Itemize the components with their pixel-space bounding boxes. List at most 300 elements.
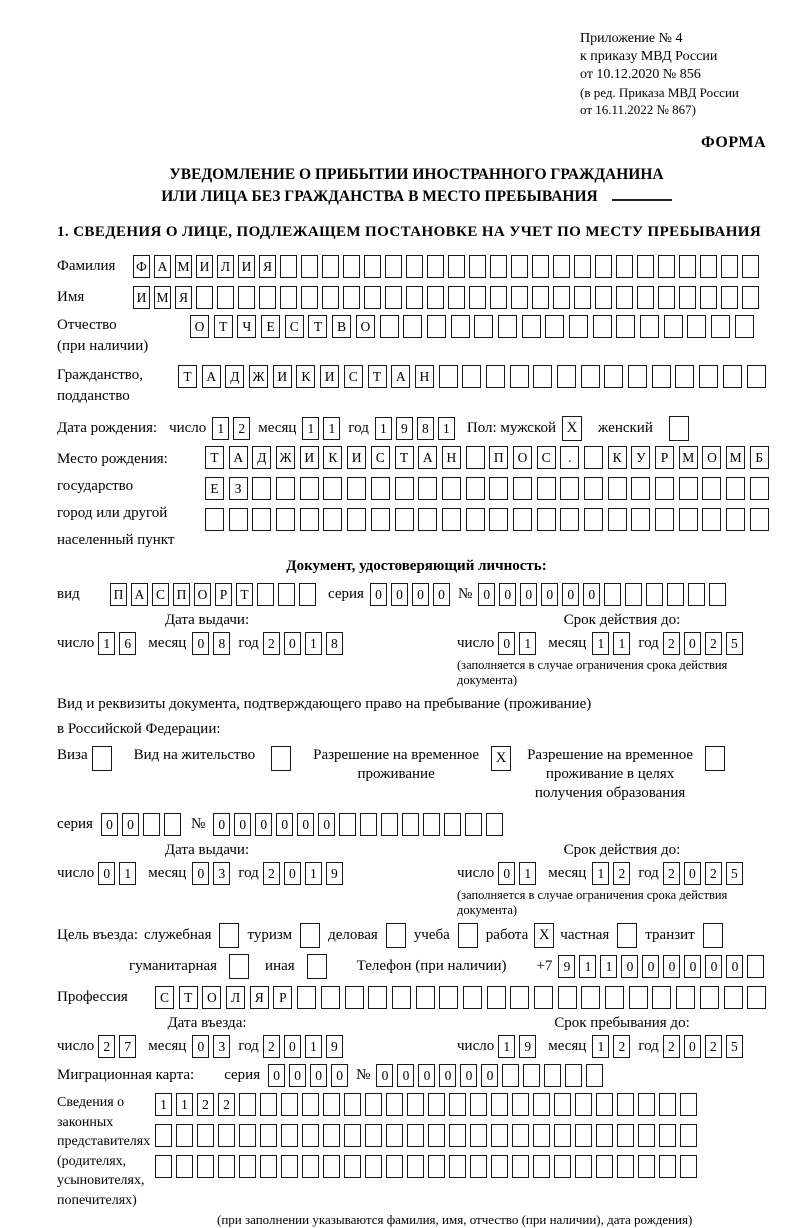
char-cell[interactable] xyxy=(418,477,437,500)
char-cell[interactable]: Д xyxy=(225,365,244,388)
char-cell[interactable] xyxy=(360,813,377,836)
char-cell[interactable] xyxy=(659,1093,676,1116)
char-cell[interactable]: 0 xyxy=(284,862,301,885)
char-cell[interactable]: 2 xyxy=(233,417,250,440)
char-cell[interactable] xyxy=(604,583,621,606)
char-cell[interactable]: И xyxy=(273,365,292,388)
char-cell[interactable] xyxy=(197,1124,214,1147)
char-cell[interactable]: Р xyxy=(215,583,232,606)
char-cell[interactable] xyxy=(638,1124,655,1147)
char-cell[interactable] xyxy=(418,508,437,531)
char-cell[interactable] xyxy=(584,508,603,531)
char-cell[interactable]: 5 xyxy=(726,862,743,885)
char-cell[interactable] xyxy=(553,286,570,309)
char-cell[interactable] xyxy=(451,315,470,338)
char-cell[interactable]: О xyxy=(202,986,221,1009)
char-cell[interactable] xyxy=(575,1155,592,1178)
char-cell[interactable] xyxy=(490,255,507,278)
char-cell[interactable] xyxy=(260,1124,277,1147)
char-cell[interactable]: 0 xyxy=(310,1064,327,1087)
char-cell[interactable] xyxy=(489,477,508,500)
char-cell[interactable] xyxy=(218,1124,235,1147)
char-cell[interactable]: 1 xyxy=(438,417,455,440)
char-cell[interactable]: 0 xyxy=(684,1035,701,1058)
char-cell[interactable]: О xyxy=(702,446,721,469)
char-cell[interactable] xyxy=(491,1155,508,1178)
char-cell[interactable] xyxy=(491,1124,508,1147)
char-cell[interactable]: 0 xyxy=(376,1064,393,1087)
char-cell[interactable] xyxy=(655,477,674,500)
char-cell[interactable]: О xyxy=(513,446,532,469)
char-cell[interactable] xyxy=(465,813,482,836)
char-cell[interactable]: 1 xyxy=(212,417,229,440)
char-cell[interactable]: 2 xyxy=(705,862,722,885)
char-cell[interactable]: 1 xyxy=(519,632,536,655)
char-cell[interactable] xyxy=(534,986,553,1009)
char-cell[interactable]: С xyxy=(371,446,390,469)
char-cell[interactable] xyxy=(368,986,387,1009)
char-cell[interactable]: М xyxy=(175,255,192,278)
char-cell[interactable] xyxy=(593,315,612,338)
char-cell[interactable] xyxy=(709,583,726,606)
char-cell[interactable]: 0 xyxy=(331,1064,348,1087)
char-cell[interactable] xyxy=(631,477,650,500)
char-cell[interactable] xyxy=(276,508,295,531)
char-cell[interactable]: 1 xyxy=(579,955,596,978)
char-cell[interactable]: Н xyxy=(442,446,461,469)
char-cell[interactable]: 1 xyxy=(592,862,609,885)
char-cell[interactable]: И xyxy=(238,255,255,278)
char-cell[interactable] xyxy=(474,315,493,338)
char-cell[interactable] xyxy=(257,583,274,606)
char-cell[interactable] xyxy=(489,508,508,531)
char-cell[interactable] xyxy=(281,1124,298,1147)
char-cell[interactable]: О xyxy=(190,315,209,338)
char-cell[interactable]: Ч xyxy=(237,315,256,338)
char-cell[interactable]: 0 xyxy=(684,955,701,978)
char-cell[interactable] xyxy=(252,477,271,500)
char-cell[interactable]: С xyxy=(152,583,169,606)
char-cell[interactable] xyxy=(523,1064,540,1087)
char-cell[interactable]: 0 xyxy=(541,583,558,606)
char-cell[interactable]: 5 xyxy=(726,632,743,655)
checkbox-purpose-tourism[interactable] xyxy=(300,923,320,948)
char-cell[interactable]: А xyxy=(202,365,221,388)
char-cell[interactable] xyxy=(343,286,360,309)
char-cell[interactable] xyxy=(512,1124,529,1147)
char-cell[interactable]: 0 xyxy=(499,583,516,606)
char-cell[interactable] xyxy=(442,508,461,531)
char-cell[interactable] xyxy=(533,1155,550,1178)
char-cell[interactable] xyxy=(427,255,444,278)
char-cell[interactable] xyxy=(466,508,485,531)
char-cell[interactable]: 2 xyxy=(263,862,280,885)
char-cell[interactable] xyxy=(449,1124,466,1147)
char-cell[interactable] xyxy=(449,1155,466,1178)
char-cell[interactable] xyxy=(196,286,213,309)
char-cell[interactable]: К xyxy=(323,446,342,469)
char-cell[interactable] xyxy=(407,1093,424,1116)
char-cell[interactable] xyxy=(628,365,647,388)
char-cell[interactable] xyxy=(511,286,528,309)
char-cell[interactable] xyxy=(276,477,295,500)
char-cell[interactable] xyxy=(513,508,532,531)
char-cell[interactable]: З xyxy=(229,477,248,500)
char-cell[interactable] xyxy=(584,446,603,469)
char-cell[interactable]: 1 xyxy=(600,955,617,978)
char-cell[interactable] xyxy=(470,1155,487,1178)
char-cell[interactable] xyxy=(702,477,721,500)
char-cell[interactable] xyxy=(155,1155,172,1178)
char-cell[interactable]: 8 xyxy=(417,417,434,440)
char-cell[interactable]: А xyxy=(154,255,171,278)
char-cell[interactable] xyxy=(345,986,364,1009)
char-cell[interactable] xyxy=(596,1124,613,1147)
char-cell[interactable] xyxy=(491,1093,508,1116)
char-cell[interactable]: 0 xyxy=(460,1064,477,1087)
char-cell[interactable]: 3 xyxy=(213,1035,230,1058)
char-cell[interactable] xyxy=(486,365,505,388)
char-cell[interactable]: 1 xyxy=(305,1035,322,1058)
char-cell[interactable] xyxy=(742,286,759,309)
char-cell[interactable] xyxy=(407,1155,424,1178)
char-cell[interactable]: Л xyxy=(226,986,245,1009)
char-cell[interactable] xyxy=(533,365,552,388)
char-cell[interactable] xyxy=(596,1155,613,1178)
char-cell[interactable] xyxy=(724,986,743,1009)
char-cell[interactable] xyxy=(569,315,588,338)
char-cell[interactable] xyxy=(522,315,541,338)
char-cell[interactable] xyxy=(616,286,633,309)
char-cell[interactable] xyxy=(470,1124,487,1147)
char-cell[interactable] xyxy=(554,1124,571,1147)
char-cell[interactable] xyxy=(427,315,446,338)
char-cell[interactable] xyxy=(675,365,694,388)
char-cell[interactable]: М xyxy=(679,446,698,469)
char-cell[interactable] xyxy=(575,1093,592,1116)
char-cell[interactable]: 9 xyxy=(396,417,413,440)
char-cell[interactable] xyxy=(554,1155,571,1178)
char-cell[interactable]: 1 xyxy=(305,862,322,885)
char-cell[interactable] xyxy=(259,286,276,309)
char-cell[interactable] xyxy=(700,986,719,1009)
char-cell[interactable] xyxy=(323,1093,340,1116)
char-cell[interactable] xyxy=(365,1155,382,1178)
char-cell[interactable]: Т xyxy=(179,986,198,1009)
char-cell[interactable] xyxy=(428,1155,445,1178)
char-cell[interactable] xyxy=(699,365,718,388)
char-cell[interactable] xyxy=(386,1155,403,1178)
char-cell[interactable] xyxy=(586,1064,603,1087)
char-cell[interactable]: 2 xyxy=(98,1035,115,1058)
char-cell[interactable] xyxy=(344,1155,361,1178)
char-cell[interactable] xyxy=(721,255,738,278)
char-cell[interactable] xyxy=(679,286,696,309)
char-cell[interactable] xyxy=(750,508,769,531)
char-cell[interactable] xyxy=(229,508,248,531)
char-cell[interactable] xyxy=(364,255,381,278)
char-cell[interactable] xyxy=(176,1155,193,1178)
char-cell[interactable]: А xyxy=(418,446,437,469)
char-cell[interactable] xyxy=(470,1093,487,1116)
char-cell[interactable] xyxy=(299,583,316,606)
char-cell[interactable] xyxy=(584,477,603,500)
char-cell[interactable]: 1 xyxy=(613,632,630,655)
char-cell[interactable] xyxy=(339,813,356,836)
char-cell[interactable] xyxy=(747,986,766,1009)
char-cell[interactable] xyxy=(280,255,297,278)
char-cell[interactable]: П xyxy=(110,583,127,606)
char-cell[interactable]: 0 xyxy=(297,813,314,836)
char-cell[interactable]: И xyxy=(196,255,213,278)
char-cell[interactable]: Б xyxy=(750,446,769,469)
char-cell[interactable] xyxy=(664,315,683,338)
char-cell[interactable]: Р xyxy=(655,446,674,469)
char-cell[interactable]: Т xyxy=(308,315,327,338)
char-cell[interactable] xyxy=(658,286,675,309)
char-cell[interactable] xyxy=(502,1064,519,1087)
char-cell[interactable]: Д xyxy=(252,446,271,469)
char-cell[interactable] xyxy=(608,477,627,500)
char-cell[interactable]: 5 xyxy=(726,1035,743,1058)
char-cell[interactable] xyxy=(217,286,234,309)
char-cell[interactable] xyxy=(302,1155,319,1178)
char-cell[interactable]: 8 xyxy=(213,632,230,655)
char-cell[interactable] xyxy=(381,813,398,836)
char-cell[interactable]: 0 xyxy=(412,583,429,606)
char-cell[interactable] xyxy=(640,315,659,338)
char-cell[interactable] xyxy=(439,365,458,388)
char-cell[interactable] xyxy=(726,508,745,531)
char-cell[interactable] xyxy=(323,508,342,531)
checkbox-purpose-other[interactable] xyxy=(307,954,327,979)
char-cell[interactable] xyxy=(386,1093,403,1116)
char-cell[interactable]: А xyxy=(391,365,410,388)
char-cell[interactable] xyxy=(747,365,766,388)
char-cell[interactable]: 2 xyxy=(613,862,630,885)
checkbox-purpose-study[interactable] xyxy=(458,923,478,948)
char-cell[interactable] xyxy=(490,286,507,309)
char-cell[interactable] xyxy=(646,583,663,606)
char-cell[interactable] xyxy=(301,286,318,309)
char-cell[interactable] xyxy=(448,255,465,278)
char-cell[interactable] xyxy=(560,477,579,500)
char-cell[interactable] xyxy=(386,1124,403,1147)
char-cell[interactable]: 0 xyxy=(433,583,450,606)
char-cell[interactable]: 0 xyxy=(562,583,579,606)
checkbox-male[interactable]: X xyxy=(562,416,582,441)
checkbox-purpose-humanitarian[interactable] xyxy=(229,954,249,979)
checkbox-purpose-official[interactable] xyxy=(219,923,239,948)
char-cell[interactable]: 0 xyxy=(439,1064,456,1087)
char-cell[interactable]: 8 xyxy=(326,632,343,655)
char-cell[interactable] xyxy=(301,255,318,278)
char-cell[interactable] xyxy=(466,477,485,500)
char-cell[interactable]: 2 xyxy=(263,1035,280,1058)
char-cell[interactable]: 1 xyxy=(176,1093,193,1116)
char-cell[interactable]: 2 xyxy=(218,1093,235,1116)
char-cell[interactable] xyxy=(323,1124,340,1147)
char-cell[interactable]: 0 xyxy=(284,632,301,655)
char-cell[interactable] xyxy=(487,986,506,1009)
char-cell[interactable] xyxy=(462,365,481,388)
char-cell[interactable]: 2 xyxy=(263,632,280,655)
char-cell[interactable]: 1 xyxy=(519,862,536,885)
char-cell[interactable] xyxy=(711,315,730,338)
char-cell[interactable] xyxy=(218,1155,235,1178)
char-cell[interactable] xyxy=(581,986,600,1009)
char-cell[interactable] xyxy=(617,1093,634,1116)
char-cell[interactable]: 9 xyxy=(519,1035,536,1058)
char-cell[interactable] xyxy=(176,1124,193,1147)
char-cell[interactable] xyxy=(604,365,623,388)
char-cell[interactable] xyxy=(395,477,414,500)
char-cell[interactable]: О xyxy=(356,315,375,338)
char-cell[interactable] xyxy=(323,477,342,500)
char-cell[interactable] xyxy=(747,955,764,978)
char-cell[interactable] xyxy=(581,365,600,388)
char-cell[interactable]: Л xyxy=(217,255,234,278)
char-cell[interactable] xyxy=(155,1124,172,1147)
char-cell[interactable]: 1 xyxy=(119,862,136,885)
char-cell[interactable] xyxy=(406,286,423,309)
char-cell[interactable] xyxy=(680,1093,697,1116)
char-cell[interactable] xyxy=(510,365,529,388)
char-cell[interactable] xyxy=(344,1093,361,1116)
char-cell[interactable]: 0 xyxy=(234,813,251,836)
char-cell[interactable] xyxy=(297,986,316,1009)
char-cell[interactable]: К xyxy=(608,446,627,469)
char-cell[interactable] xyxy=(403,315,422,338)
char-cell[interactable]: 6 xyxy=(119,632,136,655)
char-cell[interactable] xyxy=(260,1093,277,1116)
char-cell[interactable] xyxy=(344,1124,361,1147)
char-cell[interactable] xyxy=(595,255,612,278)
char-cell[interactable] xyxy=(721,286,738,309)
char-cell[interactable]: 9 xyxy=(326,1035,343,1058)
char-cell[interactable] xyxy=(658,255,675,278)
char-cell[interactable] xyxy=(416,986,435,1009)
char-cell[interactable]: 0 xyxy=(101,813,118,836)
char-cell[interactable] xyxy=(575,1124,592,1147)
char-cell[interactable]: Я xyxy=(175,286,192,309)
char-cell[interactable] xyxy=(637,286,654,309)
char-cell[interactable] xyxy=(617,1155,634,1178)
char-cell[interactable]: 1 xyxy=(323,417,340,440)
char-cell[interactable]: И xyxy=(133,286,150,309)
char-cell[interactable]: 0 xyxy=(284,1035,301,1058)
char-cell[interactable] xyxy=(300,477,319,500)
char-cell[interactable]: Я xyxy=(250,986,269,1009)
char-cell[interactable] xyxy=(625,583,642,606)
char-cell[interactable] xyxy=(463,986,482,1009)
char-cell[interactable] xyxy=(322,255,339,278)
char-cell[interactable]: 2 xyxy=(663,632,680,655)
char-cell[interactable] xyxy=(533,1124,550,1147)
char-cell[interactable]: 1 xyxy=(375,417,392,440)
char-cell[interactable] xyxy=(343,255,360,278)
char-cell[interactable]: 0 xyxy=(268,1064,285,1087)
char-cell[interactable]: 0 xyxy=(621,955,638,978)
checkbox-purpose-private[interactable] xyxy=(617,923,637,948)
char-cell[interactable] xyxy=(239,1155,256,1178)
checkbox-temp-residence-education[interactable] xyxy=(705,746,725,771)
char-cell[interactable] xyxy=(321,986,340,1009)
char-cell[interactable] xyxy=(322,286,339,309)
char-cell[interactable]: К xyxy=(296,365,315,388)
char-cell[interactable] xyxy=(680,1155,697,1178)
char-cell[interactable] xyxy=(448,286,465,309)
char-cell[interactable] xyxy=(512,1093,529,1116)
char-cell[interactable] xyxy=(239,1124,256,1147)
char-cell[interactable]: 0 xyxy=(663,955,680,978)
char-cell[interactable] xyxy=(380,315,399,338)
char-cell[interactable] xyxy=(676,986,695,1009)
char-cell[interactable]: 1 xyxy=(302,417,319,440)
char-cell[interactable]: 0 xyxy=(276,813,293,836)
char-cell[interactable] xyxy=(679,255,696,278)
char-cell[interactable] xyxy=(595,286,612,309)
char-cell[interactable] xyxy=(652,365,671,388)
char-cell[interactable]: Ф xyxy=(133,255,150,278)
char-cell[interactable] xyxy=(679,508,698,531)
char-cell[interactable]: 1 xyxy=(305,632,322,655)
char-cell[interactable] xyxy=(407,1124,424,1147)
char-cell[interactable] xyxy=(565,1064,582,1087)
char-cell[interactable]: 1 xyxy=(98,632,115,655)
char-cell[interactable]: О xyxy=(194,583,211,606)
char-cell[interactable] xyxy=(544,1064,561,1087)
char-cell[interactable]: Т xyxy=(205,446,224,469)
char-cell[interactable]: М xyxy=(154,286,171,309)
char-cell[interactable] xyxy=(637,255,654,278)
char-cell[interactable] xyxy=(532,255,549,278)
char-cell[interactable]: С xyxy=(344,365,363,388)
checkbox-female[interactable] xyxy=(669,416,689,441)
char-cell[interactable]: 1 xyxy=(592,632,609,655)
char-cell[interactable] xyxy=(735,315,754,338)
char-cell[interactable] xyxy=(726,477,745,500)
char-cell[interactable] xyxy=(510,986,529,1009)
char-cell[interactable]: 7 xyxy=(119,1035,136,1058)
char-cell[interactable]: 0 xyxy=(255,813,272,836)
char-cell[interactable] xyxy=(742,255,759,278)
char-cell[interactable] xyxy=(427,286,444,309)
char-cell[interactable] xyxy=(533,1093,550,1116)
char-cell[interactable]: Ж xyxy=(276,446,295,469)
char-cell[interactable]: 0 xyxy=(318,813,335,836)
char-cell[interactable] xyxy=(439,986,458,1009)
char-cell[interactable] xyxy=(392,986,411,1009)
char-cell[interactable] xyxy=(700,286,717,309)
char-cell[interactable] xyxy=(545,315,564,338)
char-cell[interactable]: 0 xyxy=(478,583,495,606)
char-cell[interactable] xyxy=(281,1093,298,1116)
char-cell[interactable] xyxy=(466,446,485,469)
char-cell[interactable] xyxy=(281,1155,298,1178)
char-cell[interactable] xyxy=(302,1124,319,1147)
char-cell[interactable]: 2 xyxy=(663,1035,680,1058)
char-cell[interactable] xyxy=(347,477,366,500)
char-cell[interactable] xyxy=(680,1124,697,1147)
char-cell[interactable]: 2 xyxy=(705,1035,722,1058)
char-cell[interactable] xyxy=(365,1124,382,1147)
char-cell[interactable]: Р xyxy=(273,986,292,1009)
char-cell[interactable]: 0 xyxy=(98,862,115,885)
char-cell[interactable]: Т xyxy=(395,446,414,469)
char-cell[interactable]: Т xyxy=(368,365,387,388)
char-cell[interactable]: 0 xyxy=(418,1064,435,1087)
